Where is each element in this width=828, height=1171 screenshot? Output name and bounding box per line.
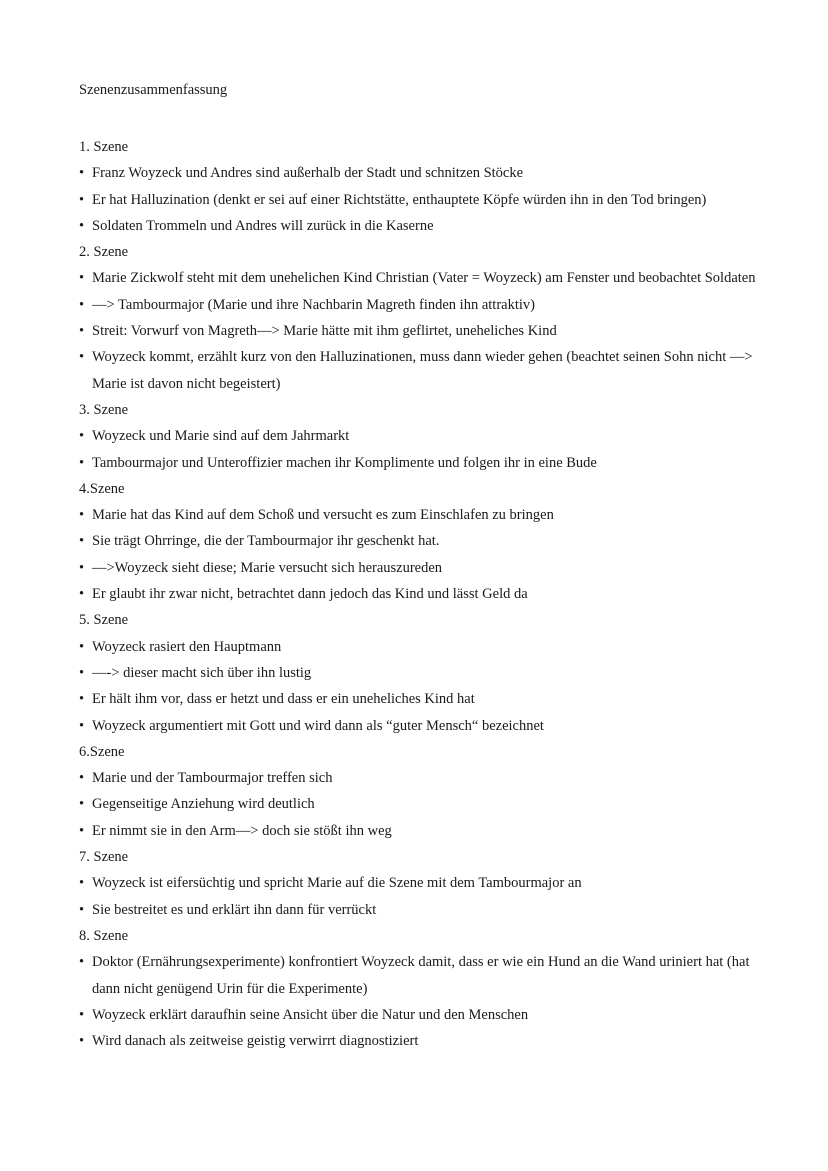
bullet-item bbox=[79, 187, 759, 213]
bullet-icon: • bbox=[79, 296, 85, 313]
bullet-text: Woyzeck rasiert den Hauptmann bbox=[92, 638, 282, 655]
bullet-text: Streit: Vorwurf von Magreth—> Marie hätte mit ihm geflirtet, uneheliches Kind bbox=[92, 323, 557, 340]
bullet-text: Er hat Halluzination (denkt er sei auf einer Richtstätte, enthauptete Köpfe würden ihn in den Tod bringen) bbox=[92, 191, 707, 208]
bullet-icon: • bbox=[79, 954, 85, 971]
bullet-icon: • bbox=[79, 664, 85, 681]
bullet-icon: • bbox=[79, 217, 85, 234]
bullet-item bbox=[79, 423, 759, 449]
bullet-item bbox=[79, 528, 759, 554]
bullet-icon: • bbox=[79, 323, 85, 340]
bullet-item bbox=[79, 870, 759, 896]
bullet-text: Marie und der Tambourmajor treffen sich bbox=[92, 770, 333, 787]
bullet-item bbox=[79, 344, 759, 397]
bullet-icon: • bbox=[79, 1006, 85, 1023]
bullet-text: —>Woyzeck sieht diese; Marie versucht sich herauszureden bbox=[92, 559, 443, 576]
bullet-item bbox=[79, 949, 759, 1002]
bullet-text: Woyzeck ist eifersüchtig und spricht Marie auf die Szene mit dem Tambourmajor an bbox=[92, 875, 582, 892]
bullet-item bbox=[79, 791, 759, 817]
bullet-icon: • bbox=[79, 717, 85, 734]
bullet-icon: • bbox=[79, 638, 85, 655]
scene-summary-list bbox=[79, 134, 759, 1054]
scene-heading: 3. Szene bbox=[79, 401, 129, 418]
bullet-icon: • bbox=[79, 796, 85, 813]
bullet-text: Woyzeck und Marie sind auf dem Jahrmarkt bbox=[92, 428, 350, 445]
bullet-item bbox=[79, 555, 759, 581]
scene-heading: 8. Szene bbox=[79, 927, 129, 944]
bullet-icon: • bbox=[79, 691, 85, 708]
bullet-text: Er glaubt ihr zwar nicht, betrachtet dann jedoch das Kind und lässt Geld da bbox=[92, 586, 528, 603]
bullet-icon: • bbox=[79, 507, 85, 524]
bullet-item bbox=[79, 686, 759, 712]
document-title: Szenenzusammenfassung bbox=[79, 82, 228, 98]
bullet-item bbox=[79, 502, 759, 528]
bullet-icon: • bbox=[79, 901, 85, 918]
bullet-text: Gegenseitige Anziehung wird deutlich bbox=[92, 796, 315, 813]
bullet-item bbox=[79, 713, 759, 739]
bullet-text: Sie trägt Ohrringe, die der Tambourmajor ihr geschenkt hat. bbox=[92, 533, 440, 550]
bullet-item bbox=[79, 634, 759, 660]
scene-heading: 4.Szene bbox=[79, 480, 125, 497]
bullet-text: Marie hat das Kind auf dem Schoß und versucht es zum Einschlafen zu bringen bbox=[92, 507, 554, 524]
scene-heading: 6.Szene bbox=[79, 743, 125, 760]
bullet-item bbox=[79, 581, 759, 607]
bullet-icon: • bbox=[79, 559, 85, 576]
bullet-item bbox=[79, 660, 759, 686]
scene-heading: 7. Szene bbox=[79, 849, 129, 866]
scene-heading: 1. Szene bbox=[79, 139, 129, 155]
bullet-icon: • bbox=[79, 428, 85, 445]
bullet-icon: • bbox=[79, 349, 85, 366]
bullet-text: Woyzeck kommt, erzählt kurz von den Halluzinationen, muss dann wieder gehen (beachtet seinen Sohn nicht —> Marie ist davon nicht begeistert) bbox=[92, 349, 753, 392]
scene-heading: 2. Szene bbox=[79, 244, 129, 261]
bullet-icon: • bbox=[79, 454, 85, 471]
bullet-text: Marie Zickwolf steht mit dem unehelichen Kind Christian (Vater = Woyzeck) am Fenster und beobachtet Soldaten bbox=[92, 270, 756, 287]
bullet-icon: • bbox=[79, 533, 85, 550]
bullet-text: Wird danach als zeitweise geistig verwirrt diagnostiziert bbox=[92, 1033, 419, 1050]
bullet-item bbox=[79, 765, 759, 791]
bullet-text: Tambourmajor und Unteroffizier machen ihr Komplimente und folgen ihr in eine Bude bbox=[92, 454, 597, 471]
bullet-text: —-> dieser macht sich über ihn lustig bbox=[92, 664, 312, 681]
bullet-item bbox=[79, 265, 759, 291]
bullet-text: Doktor (Ernährungsexperimente) konfrontiert Woyzeck damit, dass er wie ein Hund an die Wand uriniert hat (hat dann nicht genügend Urin für die Experimente) bbox=[92, 954, 750, 997]
bullet-icon: • bbox=[79, 270, 85, 287]
scene-heading: 5. Szene bbox=[79, 612, 129, 629]
bullet-icon: • bbox=[79, 191, 85, 208]
bullet-item bbox=[79, 160, 759, 186]
bullet-item bbox=[79, 1028, 759, 1054]
bullet-icon: • bbox=[79, 875, 85, 892]
bullet-item bbox=[79, 897, 759, 923]
bullet-item bbox=[79, 450, 759, 476]
bullet-text: Er nimmt sie in den Arm—> doch sie stößt ihn weg bbox=[92, 822, 392, 839]
bullet-text: —> Tambourmajor (Marie und ihre Nachbarin Magreth finden ihn attraktiv) bbox=[92, 296, 535, 313]
bullet-icon: • bbox=[79, 822, 85, 839]
bullet-item bbox=[79, 292, 759, 318]
bullet-icon: • bbox=[79, 770, 85, 787]
bullet-item bbox=[79, 1002, 759, 1028]
bullet-icon: • bbox=[79, 1033, 85, 1050]
bullet-text: Soldaten Trommeln und Andres will zurück in die Kaserne bbox=[92, 217, 434, 234]
bullet-text: Franz Woyzeck und Andres sind außerhalb der Stadt und schnitzen Stöcke bbox=[92, 165, 524, 182]
bullet-item bbox=[79, 818, 759, 844]
bullet-icon: • bbox=[79, 586, 85, 603]
bullet-text: Sie bestreitet es und erklärt ihn dann für verrückt bbox=[92, 901, 377, 918]
bullet-text: Er hält ihm vor, dass er hetzt und dass er ein uneheliches Kind hat bbox=[92, 691, 475, 708]
bullet-text: Woyzeck argumentiert mit Gott und wird dann als “guter Mensch“ bezeichnet bbox=[92, 717, 544, 734]
bullet-item bbox=[79, 318, 759, 344]
bullet-item bbox=[79, 213, 759, 239]
bullet-icon: • bbox=[79, 165, 85, 182]
bullet-text: Woyzeck erklärt daraufhin seine Ansicht über die Natur und den Menschen bbox=[92, 1006, 529, 1023]
